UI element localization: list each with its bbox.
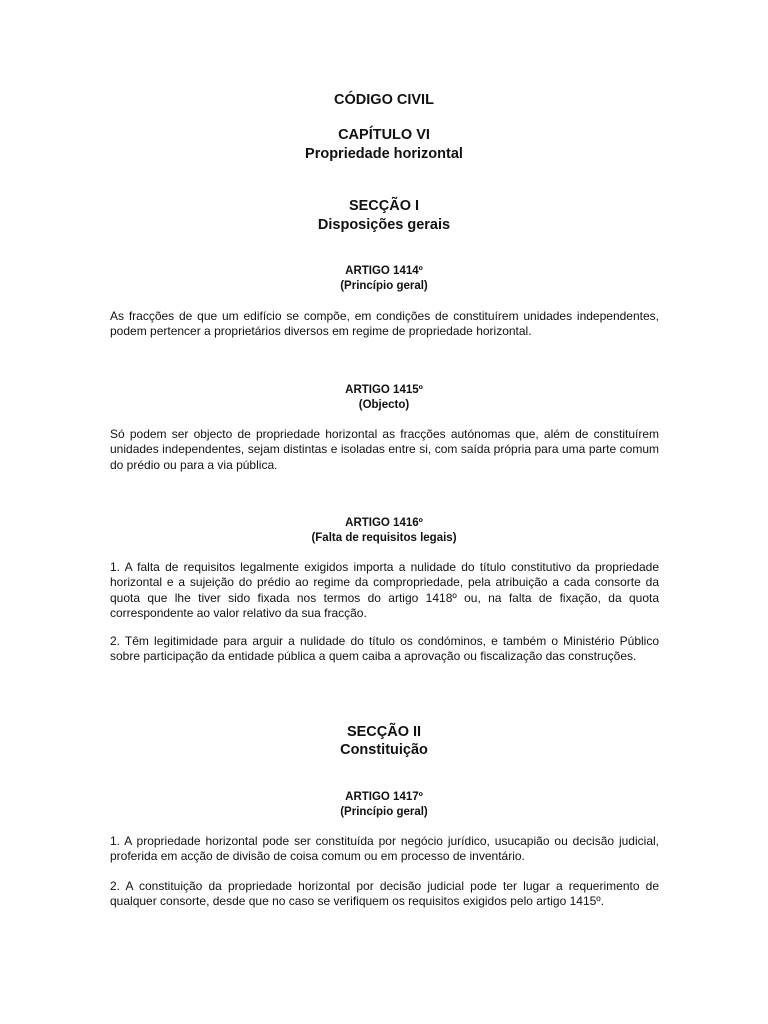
article-1417-number: ARTIGO 1417º <box>345 791 423 803</box>
document-title: CÓDIGO CIVIL <box>334 92 434 108</box>
article-1414-paragraph: As fracções de que um edifício se compõe, em condições de constituírem unidades independentes, podem pertencer a proprietários diversos em regime de propriedade horizontal. <box>110 309 659 339</box>
section-2-number: SECÇÃO II <box>346 724 422 740</box>
article-1417-heading: (Princípio geral) <box>340 806 428 818</box>
article-1417-paragraph-2: 2. A constituição da propriedade horizontal por decisão judicial pode ter lugar a requerimento de qualquer consorte, desde que no caso se verifiquem os requisitos exigidos pelo artigo 1415º. <box>110 879 659 909</box>
article-1416-heading: (Falta de requisitos legais) <box>311 532 457 544</box>
article-1416-number: ARTIGO 1416º <box>345 517 423 529</box>
article-1417-paragraph-1: 1. A propriedade horizontal pode ser constituída por negócio jurídico, usucapião ou decisão judicial, proferida em acção de divisão de coisa comum ou em processo de inventário. <box>110 834 659 864</box>
chapter-name: Propriedade horizontal <box>305 146 463 162</box>
section-1-number: SECÇÃO I <box>348 198 420 214</box>
chapter-number: CAPÍTULO VI <box>338 127 430 143</box>
article-1414-number: ARTIGO 1414º <box>345 265 423 277</box>
article-1415-heading: (Objecto) <box>358 399 410 411</box>
article-1416-paragraph-1: 1. A falta de requisitos legalmente exigidos importa a nulidade do título constitutivo da propriedade horizontal e a sujeição do prédio ao regime da compropriedade, pela atribuição a cada consorte da quota que lhe tiver sido fixada nos termos do artigo 1418º ou, na falta de fixação, da quota correspondente ao valor relativo da sua fracção. <box>110 560 659 620</box>
article-1415-paragraph: Só podem ser objecto de propriedade horizontal as fracções autónomas que, além de constituírem unidades independentes, sejam distintas e isoladas entre si, com saída própria para uma parte comum do prédio ou para a via pública. <box>110 427 659 472</box>
article-1414-heading: (Princípio geral) <box>340 280 428 292</box>
article-1415-number: ARTIGO 1415º <box>345 384 423 396</box>
section-2-name: Constituição <box>340 742 428 758</box>
section-1-name: Disposições gerais <box>317 217 451 233</box>
article-1416-paragraph-2: 2. Têm legitimidade para arguir a nulidade do título os condóminos, e também o Ministério Público sobre participação da entidade pública a quem caiba a aprovação ou fiscalização das construções. <box>110 634 659 664</box>
